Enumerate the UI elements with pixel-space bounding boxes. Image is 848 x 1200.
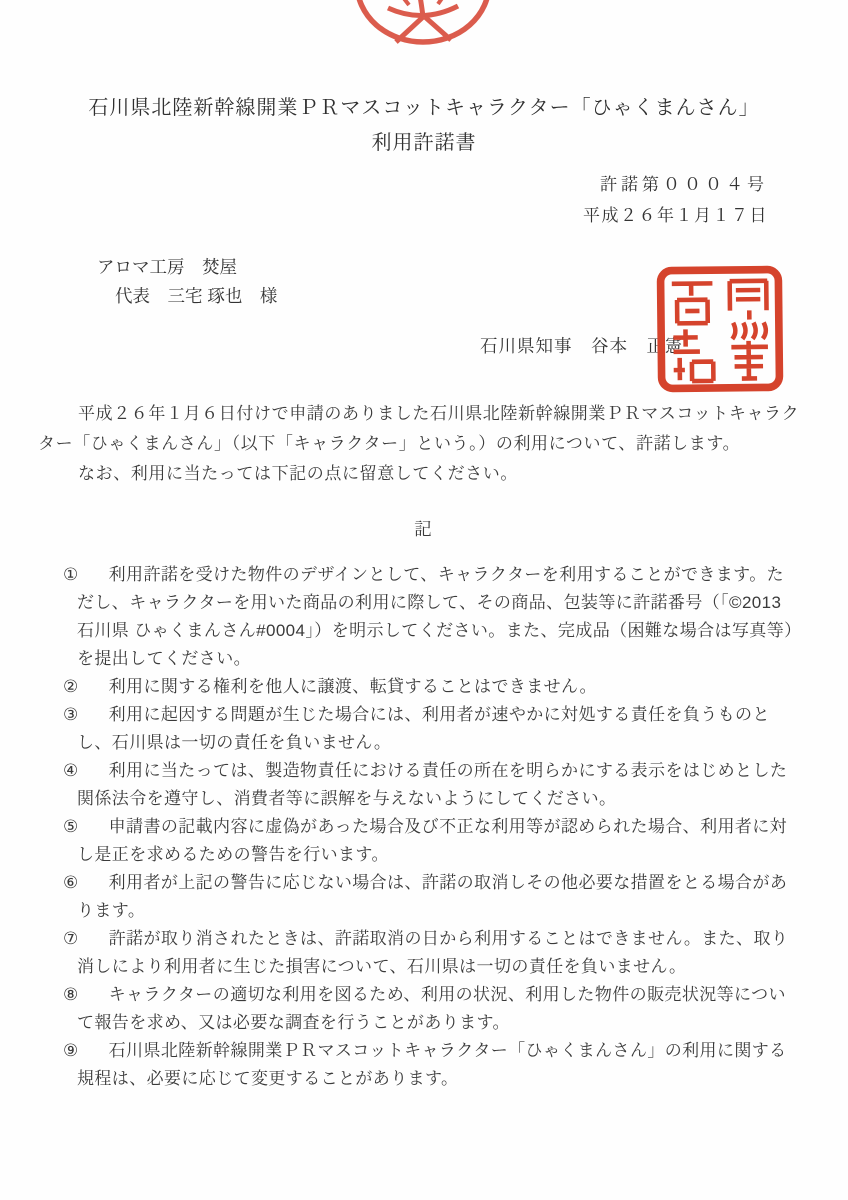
terms-list: [0, 561, 848, 1093]
list-item: [63, 813, 798, 869]
document-title: [0, 91, 848, 161]
list-item: [63, 701, 798, 757]
list-item: [63, 1037, 798, 1093]
governor-seal-icon: [654, 263, 785, 394]
title-line-2: 利用許諾書: [371, 132, 477, 154]
list-item: [63, 757, 798, 813]
addressee-block: [97, 253, 277, 311]
list-item: [63, 981, 798, 1037]
item-text: 利用に関する権利を他人に譲渡、転貸することはできません。: [108, 677, 597, 696]
item-text: 利用者が上記の警告に応じない場合は、許諾の取消しその他必要な措置をとる場合があります。: [77, 873, 788, 920]
item-text: キャラクターの適切な利用を図るため、利用の状況、利用した物件の販売状況等について報告を求め、又は必要な調査を行うことがあります。: [77, 985, 786, 1032]
item-number: ⑥: [63, 873, 79, 892]
item-text: 利用に当たっては、製造物責任における責任の所在を明らかにする表示をはじめとした関係法令を遵守し、消費者等に誤解を与えないようにしてください。: [77, 761, 788, 808]
permit-number: 許諾第０００４号: [600, 175, 768, 194]
document-meta: [583, 169, 768, 231]
round-stamp-icon: [350, 0, 496, 48]
list-item: [63, 925, 798, 981]
signer-name: 石川県知事 谷本 正憲: [480, 336, 684, 356]
body-text: [0, 399, 848, 489]
addressee-representative: 代表 三宅 琢也 様: [115, 286, 278, 306]
item-number: ⑤: [63, 817, 79, 836]
item-text: 申請書の記載内容に虚偽があった場合及び不正な利用等が認められた場合、利用者に対し是正を求めるための警告を行います。: [77, 817, 788, 864]
item-number: ⑧: [63, 985, 79, 1004]
item-number: ④: [63, 761, 79, 780]
item-text: 利用許諾を受けた物件のデザインとして、キャラクターを利用することができます。ただし、キャラクターを用いた商品の利用に際して、その商品、包装等に許諾番号（「©2013 石川県 ひゃくまんさん#0004」）を明示してください。また、完成品（困難な場合は写真等）を提出してください。: [77, 565, 793, 668]
body-paragraph-2: なお、利用に当たっては下記の点に留意してください。: [78, 464, 518, 483]
item-number: ②: [63, 677, 79, 696]
list-item: [63, 561, 798, 673]
addressee-company: アロマ工房 焚屋: [97, 257, 237, 277]
record-marker: 記: [414, 519, 434, 539]
item-number: ⑨: [63, 1041, 79, 1060]
item-number: ①: [63, 565, 79, 584]
item-text: 石川県北陸新幹線開業ＰＲマスコットキャラクター「ひゃくまんさん」の利用に関する規程は、必要に応じて変更することがあります。: [77, 1041, 787, 1088]
list-item: [63, 673, 798, 701]
list-item: [63, 869, 798, 925]
item-number: ③: [63, 705, 79, 724]
body-paragraph-1: 平成２６年１月６日付けで申請のありました石川県北陸新幹線開業ＰＲマスコットキャラクター「ひゃくまんさん」（以下「キャラクター」という。）の利用について、許諾します。: [38, 404, 800, 453]
issue-date: 平成２６年１月１７日: [583, 206, 768, 225]
item-text: 許諾が取り消されたときは、許諾取消の日から利用することはできません。また、取り消しにより利用者に生じた損害について、石川県は一切の責任を負いません。: [77, 929, 789, 976]
title-line-1: 石川県北陸新幹線開業ＰＲマスコットキャラクター「ひゃくまんさん」: [88, 97, 760, 119]
item-number: ⑦: [63, 929, 79, 948]
item-text: 利用に起因する問題が生じた場合には、利用者が速やかに対処する責任を負うものとし、石川県は一切の責任を負いません。: [77, 705, 770, 752]
